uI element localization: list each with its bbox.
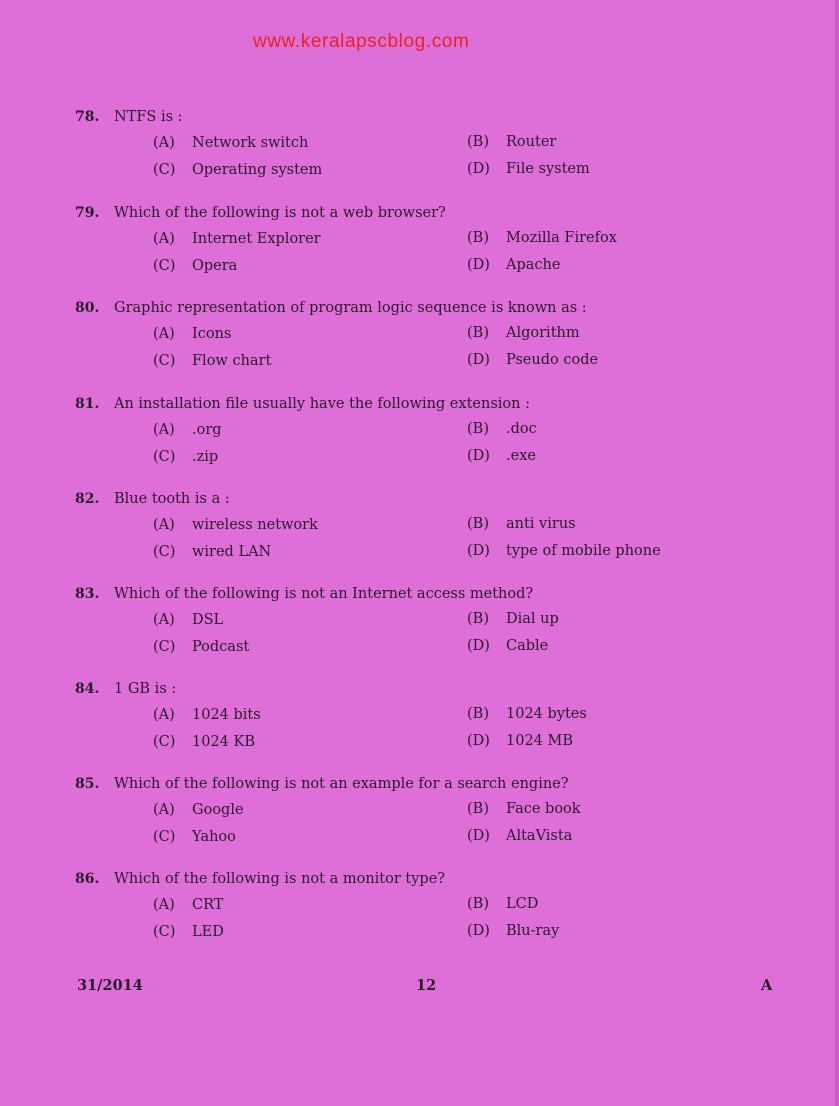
option-label: (C) xyxy=(153,639,176,655)
option-c xyxy=(153,162,322,178)
question-set-label: A xyxy=(761,977,773,994)
question-82 xyxy=(0,491,839,571)
option-label: (A) xyxy=(153,135,175,151)
watermark-url[interactable]: www.keralapscblog.com xyxy=(253,31,470,52)
question-number: 82. xyxy=(75,491,100,507)
option-label: (A) xyxy=(153,517,175,533)
option-label: (C) xyxy=(153,162,176,178)
question-number: 79. xyxy=(75,205,100,221)
option-a xyxy=(153,707,261,723)
option-label: (D) xyxy=(467,257,490,273)
option-text: Operating system xyxy=(192,162,323,178)
option-b xyxy=(467,516,576,532)
option-label: (C) xyxy=(153,734,176,750)
option-text: Face book xyxy=(506,801,581,817)
option-label: (A) xyxy=(153,612,175,628)
question-85 xyxy=(0,776,839,856)
option-label: (B) xyxy=(467,706,489,722)
option-label: (D) xyxy=(467,161,490,177)
option-c xyxy=(153,829,236,845)
page-number: 12 xyxy=(416,977,437,994)
option-text: Mozilla Firefox xyxy=(506,230,617,246)
question-83 xyxy=(0,586,839,666)
option-text: 1024 MB xyxy=(506,733,574,749)
option-text: Flow chart xyxy=(192,353,272,369)
option-label: (A) xyxy=(153,422,175,438)
question-78 xyxy=(0,109,839,189)
option-text: AltaVista xyxy=(506,828,573,844)
question-text: Which of the following is not an Internet access method? xyxy=(114,586,534,602)
option-text: wireless network xyxy=(192,517,318,533)
option-text: Internet Explorer xyxy=(192,231,321,247)
option-text: Pseudo code xyxy=(506,352,599,368)
option-text: LED xyxy=(192,924,224,940)
option-text: 1024 KB xyxy=(192,734,255,750)
question-80 xyxy=(0,300,839,380)
option-a xyxy=(153,517,318,533)
option-text: Google xyxy=(192,802,244,818)
option-d xyxy=(467,923,559,939)
option-c xyxy=(153,734,255,750)
option-d xyxy=(467,257,560,273)
question-number: 81. xyxy=(75,396,100,412)
paper-code: 31/2014 xyxy=(77,977,143,994)
option-label: (D) xyxy=(467,543,490,559)
question-79 xyxy=(0,205,839,285)
option-label: (D) xyxy=(467,828,490,844)
option-text: Icons xyxy=(192,326,232,342)
option-b xyxy=(467,896,538,912)
option-b xyxy=(467,230,617,246)
option-label: (D) xyxy=(467,733,490,749)
option-text: Dial up xyxy=(506,611,559,627)
option-label: (B) xyxy=(467,896,489,912)
option-b xyxy=(467,706,587,722)
option-label: (C) xyxy=(153,829,176,845)
question-number: 80. xyxy=(75,300,100,316)
option-b xyxy=(467,134,556,150)
option-d xyxy=(467,828,572,844)
option-label: (B) xyxy=(467,421,489,437)
option-a xyxy=(153,231,321,247)
question-number: 85. xyxy=(75,776,100,792)
question-86 xyxy=(0,871,839,951)
option-label: (B) xyxy=(467,516,489,532)
option-text: wired LAN xyxy=(192,544,272,560)
option-c xyxy=(153,639,249,655)
option-d xyxy=(467,352,598,368)
option-b xyxy=(467,421,537,437)
question-text: Which of the following is not an example for a search engine? xyxy=(114,776,569,792)
option-label: (B) xyxy=(467,230,489,246)
option-text: anti virus xyxy=(506,516,576,532)
option-text: Podcast xyxy=(192,639,250,655)
question-number: 86. xyxy=(75,871,100,887)
question-text: Blue tooth is a : xyxy=(114,491,230,507)
option-label: (A) xyxy=(153,897,175,913)
option-text: .exe xyxy=(506,448,536,464)
option-text: 1024 bytes xyxy=(506,706,587,722)
option-d xyxy=(467,638,548,654)
option-label: (C) xyxy=(153,258,176,274)
question-text: Which of the following is not a web browser? xyxy=(114,205,446,221)
option-text: Network switch xyxy=(192,135,309,151)
question-text: An installation file usually have the following extension : xyxy=(114,396,530,412)
question-text: Which of the following is not a monitor type? xyxy=(114,871,446,887)
option-label: (B) xyxy=(467,325,489,341)
option-a xyxy=(153,422,222,438)
option-a xyxy=(153,802,244,818)
option-label: (B) xyxy=(467,134,489,150)
option-text: Opera xyxy=(192,258,238,274)
option-c xyxy=(153,258,237,274)
option-d xyxy=(467,161,590,177)
option-text: type of mobile phone xyxy=(506,543,661,559)
question-84 xyxy=(0,681,839,761)
option-a xyxy=(153,612,223,628)
option-label: (A) xyxy=(153,707,175,723)
question-number: 84. xyxy=(75,681,100,697)
option-text: Router xyxy=(506,134,557,150)
option-label: (C) xyxy=(153,544,176,560)
option-c xyxy=(153,544,271,560)
option-label: (B) xyxy=(467,801,489,817)
option-label: (B) xyxy=(467,611,489,627)
option-a xyxy=(153,897,223,913)
question-text: NTFS is : xyxy=(114,109,183,125)
option-label: (C) xyxy=(153,353,176,369)
option-b xyxy=(467,801,581,817)
option-text: Apache xyxy=(506,257,561,273)
option-label: (C) xyxy=(153,924,176,940)
option-c xyxy=(153,449,218,465)
question-text: Graphic representation of program logic sequence is known as : xyxy=(114,300,587,316)
option-c xyxy=(153,353,271,369)
option-c xyxy=(153,924,224,940)
option-d xyxy=(467,543,661,559)
option-a xyxy=(153,135,308,151)
option-text: Algorithm xyxy=(506,325,580,341)
option-text: Yahoo xyxy=(192,829,236,845)
option-label: (D) xyxy=(467,352,490,368)
option-label: (D) xyxy=(467,448,490,464)
question-number: 78. xyxy=(75,109,100,125)
question-text: 1 GB is : xyxy=(114,681,177,697)
question-number: 83. xyxy=(75,586,100,602)
option-text: CRT xyxy=(192,897,224,913)
option-label: (D) xyxy=(467,638,490,654)
option-b xyxy=(467,325,580,341)
option-d xyxy=(467,448,536,464)
option-label: (C) xyxy=(153,449,176,465)
option-a xyxy=(153,326,231,342)
option-text: .zip xyxy=(192,449,219,465)
option-label: (A) xyxy=(153,802,175,818)
option-label: (D) xyxy=(467,923,490,939)
option-text: Blu-ray xyxy=(506,923,560,939)
option-b xyxy=(467,611,559,627)
option-text: 1024 bits xyxy=(192,707,261,723)
option-d xyxy=(467,733,573,749)
question-81 xyxy=(0,396,839,476)
option-text: .org xyxy=(192,422,222,438)
option-text: LCD xyxy=(506,896,539,912)
option-text: .doc xyxy=(506,421,537,437)
option-text: Cable xyxy=(506,638,549,654)
option-text: File system xyxy=(506,161,590,177)
option-label: (A) xyxy=(153,231,175,247)
option-text: DSL xyxy=(192,612,224,628)
option-label: (A) xyxy=(153,326,175,342)
